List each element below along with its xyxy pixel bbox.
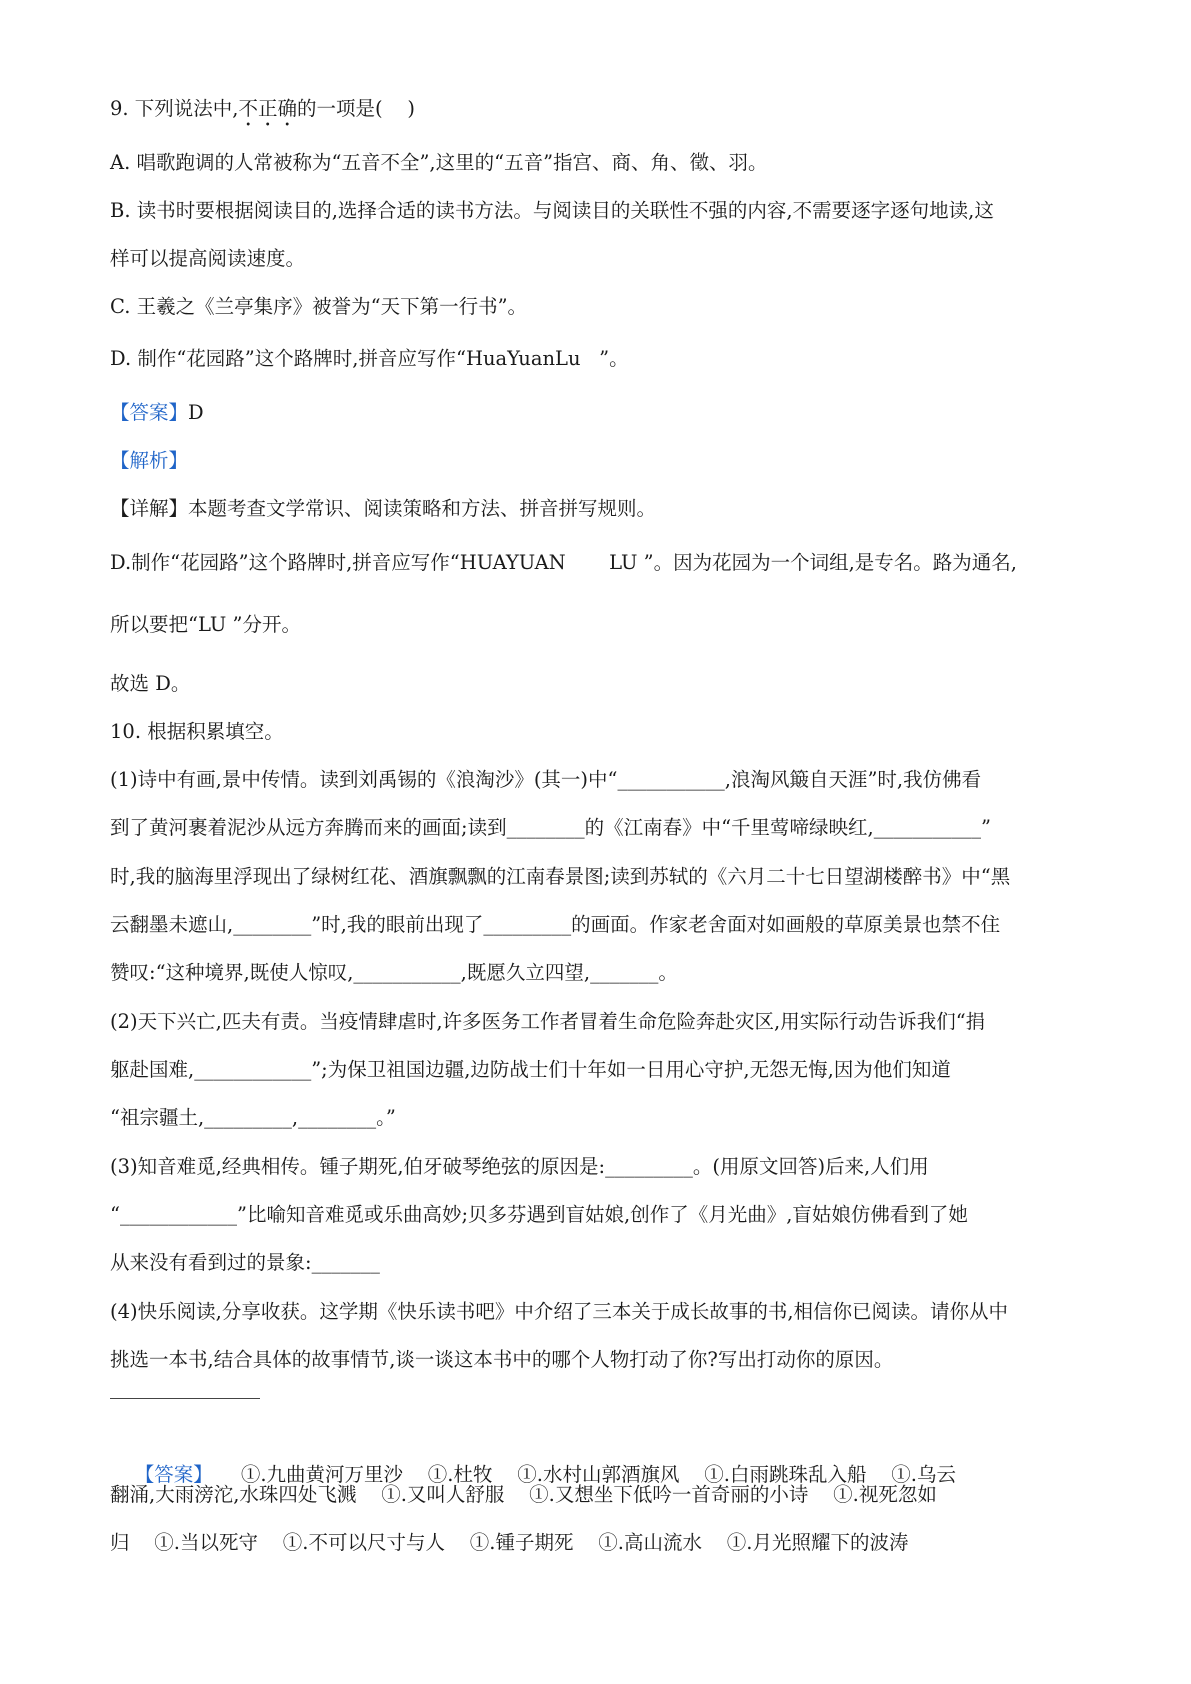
q9-stem-emphasis: 不正确 [238, 97, 298, 120]
q9-option-b-line2: 样可以提高阅读速度。 [110, 247, 306, 270]
answer-tag: 【答案】 [110, 401, 189, 424]
q10-part2-line1: (2)天下兴亡,匹夫有责。当疫情肆虐时,许多医务工作者冒着生命危险奔赴灾区,用实际行动告诉我们“捐 [110, 1010, 986, 1033]
q10-part2-line2: 躯赴国难,____________”;为保卫祖国边疆,边防战士们十年如一日用心守护,无怨无悔,因为他们知道 [110, 1058, 951, 1081]
q9-answer [110, 399, 204, 427]
q10-part3-line2: “____________”比喻知音难觅或乐曲高妙;贝多芬遇到盲姑娘,创作了《月光曲》,盲姑娘仿佛看到了她 [110, 1203, 968, 1226]
q9-detail-d-line1: D.制作“花园路”这个路牌时,拼音应写作“HUAYUAN LU ”。因为花园为一个词组,是专名。路为通名, [110, 551, 1017, 574]
q9-detail: 【详解】本题考查文学常识、阅读策略和方法、拼音拼写规则。 [110, 497, 657, 520]
q10-part1-line4: 云翻墨未遮山,________”时,我的眼前出现了_________的画面。作家老舍面对如画般的草原美景也禁不住 [110, 913, 1001, 936]
q9-stem-part-c: ) [382, 97, 416, 120]
q10-part3-line1: (3)知音难觅,经典相传。锺子期死,伯牙破琴绝弦的原因是:_________。(用原文回答)后来,人们用 [110, 1155, 929, 1178]
q10-part2-line3: “祖宗疆土,_________,________。” [110, 1106, 396, 1129]
question-9-stem [110, 95, 415, 131]
q9-stem-part-a: 9. 下列说法中, [110, 97, 239, 120]
q10-answer-line2: 翻涌,大雨滂沱,水珠四处飞溅 ①.又叫人舒服 ①.又想坐下低吟一首奇丽的小诗 ①.视死忽如 [110, 1483, 937, 1506]
q9-choose: 故选 D。 [110, 672, 191, 695]
q10-part4-line1: (4)快乐阅读,分享收获。这学期《快乐读书吧》中介绍了三本关于成长故事的书,相信你已阅读。请你从中 [110, 1300, 1009, 1323]
q9-stem-part-b: 的一项是( [297, 97, 383, 120]
q10-answer-line3: 归 ①.当以死守 ①.不可以尺寸与人 ①.锺子期死 ①.高山流水 ①.月光照耀下的波涛 [110, 1531, 909, 1554]
q10-part1-line1: (1)诗中有画,景中传情。读到刘禹锡的《浪淘沙》(其一)中“___________,浪淘风簸自天涯”时,我仿佛看 [110, 768, 982, 791]
q9-detail-d-line2: 所以要把“LU ”分开。 [110, 613, 301, 636]
analysis-tag: 【解析】 [110, 449, 189, 472]
answer-blank-line [110, 1398, 260, 1399]
q9-option-d: D. 制作“花园路”这个路牌时,拼音应写作“HuaYuanLu ”。 [110, 347, 629, 370]
q10-part1-line5: 赞叹:“这种境界,既使人惊叹,___________,既愿久立四望,_______。 [110, 961, 678, 984]
question-10-stem: 10. 根据积累填空。 [110, 720, 284, 743]
q9-option-b-line1: B. 读书时要根据阅读目的,选择合适的读书方法。与阅读目的关联性不强的内容,不需要逐字逐句地读,这 [110, 199, 994, 222]
answer-tag: 【答案】 [134, 1463, 213, 1486]
q9-answer-value: D [188, 401, 204, 424]
q10-part1-line3: 时,我的脑海里浮现出了绿树红花、酒旗飘飘的江南春景图;读到苏轼的《六月二十七日望湖楼醉书》中“黑 [110, 865, 1011, 888]
q10-part4-line2: 挑选一本书,结合具体的故事情节,谈一谈这本书中的哪个人物打动了你?写出打动你的原因。 [110, 1348, 894, 1371]
q9-option-a: A. 唱歌跑调的人常被称为“五音不全”,这里的“五音”指宫、商、角、徵、羽。 [110, 151, 768, 174]
q10-part1-line2: 到了黄河裹着泥沙从远方奔腾而来的画面;读到________的《江南春》中“千里莺啼绿映红,___________” [110, 816, 991, 839]
q10-answer-text-1: ①.九曲黄河万里沙 ①.杜牧 ①.水村山郭酒旗风 ①.白雨跳珠乱入船 ①.乌云 [240, 1463, 956, 1486]
q10-part3-line3: 从来没有看到过的景象:_______ [110, 1251, 380, 1274]
q9-option-c: C. 王羲之《兰亭集序》被誉为“天下第一行书”。 [110, 295, 528, 318]
